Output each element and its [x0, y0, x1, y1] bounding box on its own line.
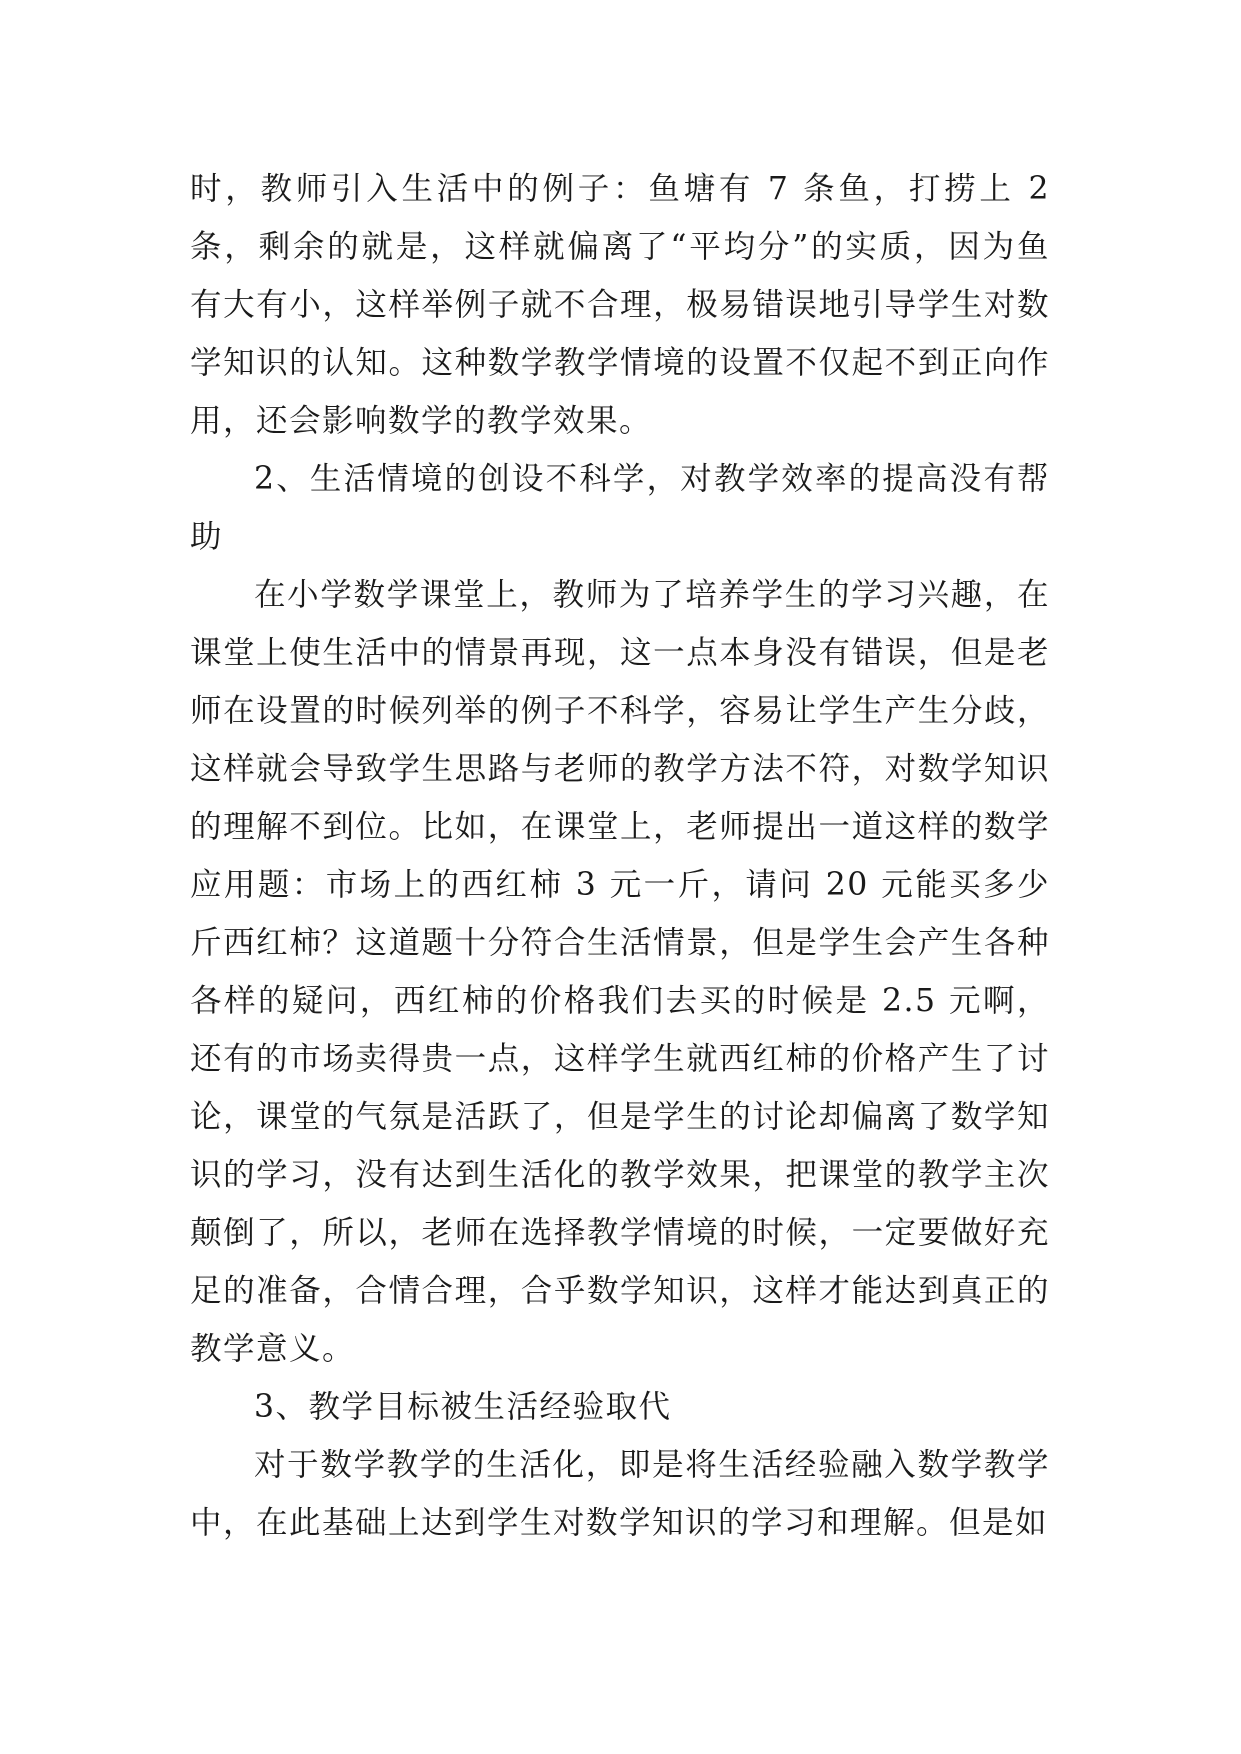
paragraph-continuation: 时，教师引入生活中的例子：鱼塘有 7 条鱼，打捞上 2 条，剩余的就是，这样就偏离了“平均分”的实质，因为鱼有大有小，这样举例子就不合理，极易错误地引导学生对数学知识的认知。这种数学教学情境的设置不仅起不到正向作用，还会影响数学的教学效果。: [190, 171, 1050, 439]
body-text: [190, 160, 1050, 1552]
section-heading-3: 3、教学目标被生活经验取代: [254, 1389, 672, 1425]
paragraph-life-experience: 对于数学教学的生活化，即是将生活经验融入数学教学中，在此基础上达到学生对数学知识的学习和理解。但是如: [190, 1447, 1050, 1541]
paragraph-classroom-example: 在小学数学课堂上，教师为了培养学生的学习兴趣，在课堂上使生活中的情景再现，这一点本身没有错误，但是老师在设置的时候列举的例子不科学，容易让学生产生分歧，这样就会导致学生思路与老师的教学方法不符，对数学知识的理解不到位。比如，在课堂上，老师提出一道这样的数学应用题：市场上的西红柿 3 元一斤，请问 20 元能买多少斤西红柿？这道题十分符合生活情景，但是学生会产生各种各样的疑问，西红柿的价格我们去买的时候是 2.5 元啊，还有的市场卖得贵一点，这样学生就西红柿的价格产生了讨论，课堂的气氛是活跃了，但是学生的讨论却偏离了数学知识的学习，没有达到生活化的教学效果，把课堂的教学主次颠倒了，所以，老师在选择教学情境的时候，一定要做好充足的准备，合情合理，合乎数学知识，这样才能达到真正的教学意义。: [190, 577, 1050, 1367]
section-heading-2: 2、生活情境的创设不科学，对教学效率的提高没有帮助: [190, 461, 1050, 555]
